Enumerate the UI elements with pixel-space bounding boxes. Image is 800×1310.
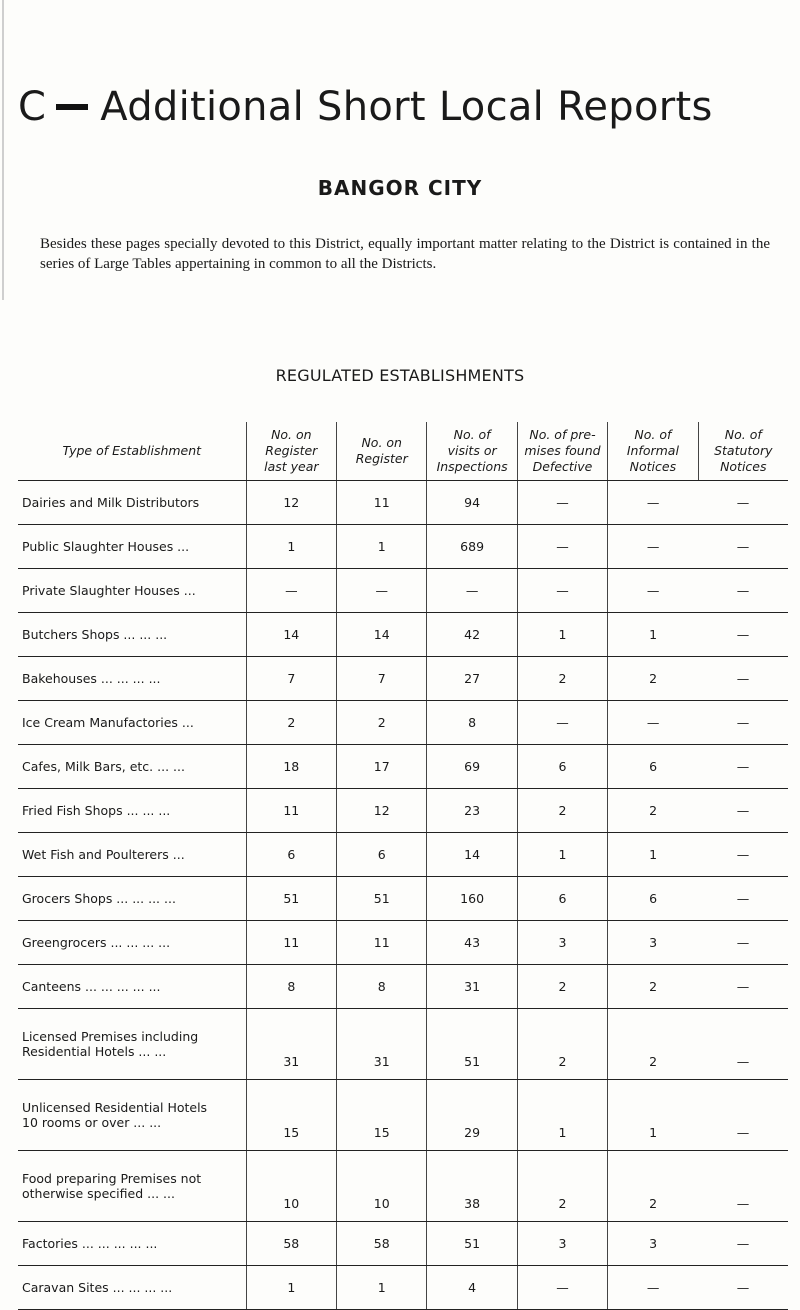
table-row — [18, 1222, 788, 1266]
table-cell: 94 — [427, 481, 517, 525]
table-row — [18, 525, 788, 569]
establishment-type — [18, 1266, 246, 1310]
table-cell: 15 — [337, 1080, 427, 1151]
table-cell: — — [698, 1222, 788, 1266]
table-cell: 6 — [517, 745, 607, 789]
table-cell: 10 — [246, 1151, 336, 1222]
table-row — [18, 921, 788, 965]
table-cell: 31 — [337, 1009, 427, 1080]
table-cell: 51 — [246, 877, 336, 921]
establishment-type-line: Cafes, Milk Bars, etc. ... ... — [22, 759, 185, 774]
table-cell: 11 — [246, 921, 336, 965]
establishment-type — [18, 701, 246, 745]
table-cell: 6 — [608, 877, 698, 921]
table-header-row — [18, 422, 788, 481]
table-cell: 14 — [246, 613, 336, 657]
table-cell: 2 — [608, 657, 698, 701]
table-row — [18, 1009, 788, 1080]
table-cell: 2 — [608, 1151, 698, 1222]
column-header — [427, 422, 517, 481]
table-cell: 11 — [246, 789, 336, 833]
column-header-line: Statutory — [714, 443, 773, 458]
table-cell: 51 — [337, 877, 427, 921]
table-row — [18, 481, 788, 525]
establishment-type-line: Private Slaughter Houses ... — [22, 583, 196, 598]
table-cell: 8 — [337, 965, 427, 1009]
table-cell: — — [427, 569, 517, 613]
column-header-line: Inspections — [436, 459, 508, 474]
table-cell: — — [698, 657, 788, 701]
table-cell: 1 — [608, 1080, 698, 1151]
establishments-table — [18, 422, 788, 1310]
table-cell: 6 — [517, 877, 607, 921]
table-cell: 1 — [517, 1080, 607, 1151]
table-cell: 2 — [517, 965, 607, 1009]
page-margin-line — [2, 0, 4, 300]
column-header — [337, 422, 427, 481]
table-cell: 3 — [517, 921, 607, 965]
table-cell: 58 — [246, 1222, 336, 1266]
establishment-type — [18, 481, 246, 525]
page-title — [18, 84, 713, 130]
table-cell: — — [608, 525, 698, 569]
table-cell: 2 — [517, 789, 607, 833]
table-cell: 58 — [337, 1222, 427, 1266]
establishment-type — [18, 965, 246, 1009]
table-cell: 15 — [246, 1080, 336, 1151]
establishment-type-line: Canteens ... ... ... ... ... — [22, 979, 161, 994]
table-cell: 2 — [608, 789, 698, 833]
intro-paragraph: Besides these pages specially devoted to this District, equally important matter relating to the District is contained in the series of Large Tables appertaining in common to all the Districts. — [40, 236, 770, 272]
table-cell: — — [698, 789, 788, 833]
establishment-type — [18, 1009, 246, 1080]
table-cell: 4 — [427, 1266, 517, 1310]
table-cell: 14 — [427, 833, 517, 877]
table-cell: 1 — [608, 833, 698, 877]
table-cell: 18 — [246, 745, 336, 789]
column-header — [517, 422, 607, 481]
table-row — [18, 745, 788, 789]
column-header — [698, 422, 788, 481]
establishment-type-line: Residential Hotels ... ... — [22, 1044, 167, 1059]
establishment-type-line: Bakehouses ... ... ... ... — [22, 671, 161, 686]
table-cell: 12 — [246, 481, 336, 525]
table-cell: 43 — [427, 921, 517, 965]
table-cell: — — [698, 1151, 788, 1222]
table-cell: — — [698, 965, 788, 1009]
column-header-line: Notices — [629, 459, 677, 474]
table-cell: — — [698, 525, 788, 569]
title-dash — [56, 104, 88, 110]
table-cell: 31 — [427, 965, 517, 1009]
establishment-type-line: otherwise specified ... ... — [22, 1186, 175, 1201]
column-header-line: No. of — [453, 427, 491, 442]
column-header-line: mises found — [524, 443, 601, 458]
table-cell: — — [698, 1009, 788, 1080]
table-row — [18, 1151, 788, 1222]
table-row — [18, 877, 788, 921]
table-cell: 11 — [337, 481, 427, 525]
table-cell: 6 — [246, 833, 336, 877]
establishment-type-line: Wet Fish and Poulterers ... — [22, 847, 185, 862]
column-header-line: Informal — [626, 443, 679, 458]
table-cell: 51 — [427, 1222, 517, 1266]
establishment-type-line: Butchers Shops ... ... ... — [22, 627, 168, 642]
table-cell: 12 — [337, 789, 427, 833]
establishment-type-line: Food preparing Premises not — [22, 1171, 202, 1186]
establishment-type — [18, 1222, 246, 1266]
establishment-type — [18, 877, 246, 921]
table-cell: 3 — [517, 1222, 607, 1266]
table-cell: 2 — [246, 701, 336, 745]
table-cell: 29 — [427, 1080, 517, 1151]
establishment-type-line: Fried Fish Shops ... ... ... — [22, 803, 171, 818]
table-cell: — — [698, 481, 788, 525]
table-cell: — — [698, 921, 788, 965]
table-cell: — — [517, 1266, 607, 1310]
table-row — [18, 1266, 788, 1310]
table-title: REGULATED ESTABLISHMENTS — [275, 366, 525, 385]
table-cell: — — [608, 481, 698, 525]
table-cell: 1 — [517, 833, 607, 877]
establishment-type — [18, 1080, 246, 1151]
table-cell: — — [698, 745, 788, 789]
table-cell: — — [517, 525, 607, 569]
establishment-type-line: Public Slaughter Houses ... — [22, 539, 190, 554]
column-header-line: No. of pre- — [529, 427, 596, 442]
column-header — [608, 422, 698, 481]
establishment-type — [18, 789, 246, 833]
establishment-type — [18, 569, 246, 613]
column-header-line: Register — [355, 451, 408, 466]
table-row — [18, 833, 788, 877]
table-row — [18, 1080, 788, 1151]
table-cell: 69 — [427, 745, 517, 789]
table-cell: 23 — [427, 789, 517, 833]
table-cell: 2 — [608, 965, 698, 1009]
column-header-line: No. on — [361, 435, 402, 450]
column-header-line: No. of — [634, 427, 672, 442]
section-letter: C — [18, 84, 47, 130]
table-cell: 689 — [427, 525, 517, 569]
table-body — [18, 481, 788, 1310]
column-header — [18, 422, 246, 481]
table-cell: — — [698, 701, 788, 745]
table-cell: — — [698, 613, 788, 657]
column-header-line: Type of Establishment — [62, 443, 202, 458]
table-cell: 17 — [337, 745, 427, 789]
table-cell: 1 — [608, 613, 698, 657]
establishment-type-line: Ice Cream Manufactories ... — [22, 715, 194, 730]
establishment-type — [18, 833, 246, 877]
table-cell: 1 — [246, 525, 336, 569]
table-cell: 1 — [517, 613, 607, 657]
table-cell: 38 — [427, 1151, 517, 1222]
table-row — [18, 613, 788, 657]
table-cell: 8 — [246, 965, 336, 1009]
table-cell: 7 — [337, 657, 427, 701]
table-cell: 10 — [337, 1151, 427, 1222]
table-row — [18, 657, 788, 701]
table-cell: — — [517, 481, 607, 525]
table-cell: 11 — [337, 921, 427, 965]
table-cell: 51 — [427, 1009, 517, 1080]
establishment-type — [18, 657, 246, 701]
table-cell: 3 — [608, 1222, 698, 1266]
table-cell: 1 — [246, 1266, 336, 1310]
table-cell: 2 — [517, 657, 607, 701]
table-row — [18, 569, 788, 613]
column-header-line: visits or — [447, 443, 497, 458]
column-header-line: No. on — [271, 427, 312, 442]
table-row — [18, 965, 788, 1009]
establishment-type-line: Unlicensed Residential Hotels — [22, 1100, 208, 1115]
table-row — [18, 701, 788, 745]
table-cell: 31 — [246, 1009, 336, 1080]
column-header — [246, 422, 336, 481]
section-title: Additional Short Local Reports — [100, 84, 713, 130]
table-cell: 7 — [246, 657, 336, 701]
table-cell: 2 — [608, 1009, 698, 1080]
table-cell: 42 — [427, 613, 517, 657]
establishment-type-line: Greengrocers ... ... ... ... — [22, 935, 171, 950]
column-header-line: last year — [264, 459, 319, 474]
establishment-type — [18, 613, 246, 657]
table-cell: 2 — [337, 701, 427, 745]
column-header-line: No. of — [724, 427, 762, 442]
table-cell: — — [608, 569, 698, 613]
table-cell: — — [517, 701, 607, 745]
establishment-type — [18, 525, 246, 569]
table-cell: 14 — [337, 613, 427, 657]
establishment-type — [18, 921, 246, 965]
table-cell: — — [246, 569, 336, 613]
table-cell: 6 — [608, 745, 698, 789]
table-cell: — — [698, 1266, 788, 1310]
establishment-type-line: 10 rooms or over ... ... — [22, 1115, 162, 1130]
column-header-line: Register — [265, 443, 318, 458]
table-cell: 3 — [608, 921, 698, 965]
table-cell: — — [698, 569, 788, 613]
table-cell: — — [517, 569, 607, 613]
establishment-type-line: Caravan Sites ... ... ... ... — [22, 1280, 173, 1295]
establishment-type — [18, 745, 246, 789]
table-cell: — — [608, 1266, 698, 1310]
column-header-line: Defective — [532, 459, 593, 474]
column-header-line: Notices — [720, 459, 767, 474]
table-cell: — — [608, 701, 698, 745]
table-cell: — — [337, 569, 427, 613]
district-name: BANGOR CITY — [317, 176, 483, 200]
establishment-type — [18, 1151, 246, 1222]
table-cell: 27 — [427, 657, 517, 701]
table-row — [18, 789, 788, 833]
table-cell: 6 — [337, 833, 427, 877]
table-cell: — — [698, 833, 788, 877]
table-cell: 8 — [427, 701, 517, 745]
table-cell: 160 — [427, 877, 517, 921]
establishment-type-line: Grocers Shops ... ... ... ... — [22, 891, 176, 906]
establishment-type-line: Licensed Premises including — [22, 1029, 199, 1044]
establishment-type-line: Factories ... ... ... ... ... — [22, 1236, 158, 1251]
establishment-type-line: Dairies and Milk Distributors — [22, 495, 200, 510]
table-cell: 2 — [517, 1151, 607, 1222]
table-cell: 1 — [337, 525, 427, 569]
table-cell: 2 — [517, 1009, 607, 1080]
table-cell: — — [698, 1080, 788, 1151]
table-cell: 1 — [337, 1266, 427, 1310]
table-cell: — — [698, 877, 788, 921]
